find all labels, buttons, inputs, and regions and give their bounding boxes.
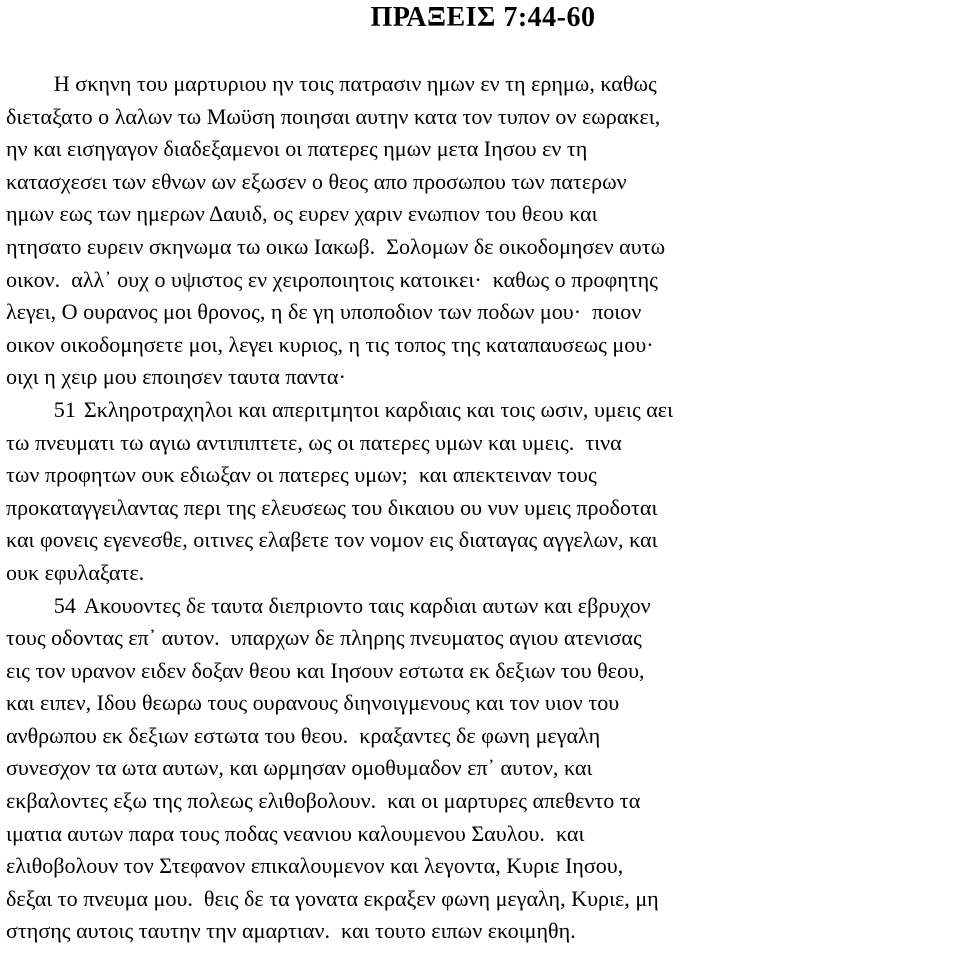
line-text: οικον οικοδομησετε μοι, λεγει κυριος, η τις τοπος της καταπαυσεως μου· xyxy=(6,331,654,357)
text-line xyxy=(6,361,956,394)
line-text: δεξαι το πνευμα μου. θεις δε τα γονατα εκραξεν φωνη μεγαλη, Κυριε, μη xyxy=(6,885,659,911)
line-text: Ακουοντες δε ταυτα διεπριοντο ταις καρδιαι αυτων και εβρυχον xyxy=(83,592,651,618)
line-text: τους οδοντας επ᾽ αυτον. υπαρχων δε πληρης πνευματος αγιου ατενισας xyxy=(6,625,642,651)
text-line xyxy=(6,687,956,720)
verse-number: 54 xyxy=(53,592,76,618)
text-line xyxy=(6,883,956,916)
line-text: ανθρωπου εκ δεξιων εστωτα του θεου. κραξαντες δε φωνη μεγαλη xyxy=(6,722,601,748)
text-line xyxy=(6,329,956,362)
text-line xyxy=(6,720,956,753)
text-line xyxy=(6,590,956,623)
line-text: στησης αυτοις ταυτην την αμαρτιαν. και τουτο ειπων εκοιμηθη. xyxy=(6,918,576,944)
line-text: ουκ εφυλαξατε. xyxy=(6,559,145,585)
line-text: ην και εισηγαγον διαδεξαμενοι οι πατερες ημων μετα Ιησου εν τη xyxy=(6,136,588,162)
text-line xyxy=(6,166,956,199)
text-line xyxy=(6,752,956,785)
line-text: τω πνευματι τω αγιω αντιπιπτετε, ως οι πατερες υμων και υμεις. τινα xyxy=(6,429,622,455)
line-text: και ειπεν, Ιδου θεωρω τους ουρανους διηνοιγμενους και τον υιον του xyxy=(6,690,620,716)
passage-body xyxy=(6,68,960,948)
text-line xyxy=(6,296,956,329)
line-text: Η σκηνη του μαρτυριου ην τοις πατρασιν ημων εν τη ερημω, καθως xyxy=(53,71,657,96)
text-line xyxy=(6,459,956,492)
text-line xyxy=(6,264,956,297)
line-text: ημων εως των ημερων Δαυιδ, ος ευρεν χαριν ενωπιον του θεου και xyxy=(6,201,598,227)
text-line xyxy=(6,785,956,818)
text-line xyxy=(6,524,956,557)
line-text: οικον. αλλ᾽ ουχ ο υψιστος εν χειροποιητοις κατοικει· καθως ο προφητης xyxy=(6,266,658,292)
line-text: Σκληροτραχηλοι και απεριτμητοι καρδιαις και τοις ωσιν, υμεις αει xyxy=(83,396,674,422)
line-text: και φονεις εγενεσθε, οιτινες ελαβετε τον νομον εις διαταγας αγγελων, και xyxy=(6,527,658,553)
line-text: κατασχεσει των εθνων ων εξωσεν ο θεος απο προσωπου των πατερων xyxy=(6,168,627,194)
line-text: ελιθοβολουν τον Στεφανον επικαλουμενον και λεγοντα, Κυριε Ιησου, xyxy=(6,853,624,879)
text-line xyxy=(6,394,956,427)
line-text: συνεσχον τα ωτα αυτων, και ωρμησαν ομοθυμαδον επ᾽ αυτον, και xyxy=(6,755,593,781)
text-line xyxy=(6,427,956,460)
text-line xyxy=(6,557,956,590)
text-line xyxy=(6,133,956,166)
text-line xyxy=(6,850,956,883)
line-text: εις τον υρανον ειδεν δοξαν θεου και Ιησουν εστωτα εκ δεξιων του θεου, xyxy=(6,657,645,683)
page-title: ΠΡΑΞΕΙΣ 7:44-60 xyxy=(370,2,596,33)
line-text: των προφητων ουκ εδιωξαν οι πατερες υμων; και απεκτειναν τους xyxy=(6,462,597,488)
text-line xyxy=(6,68,956,101)
line-text: διεταξατο ο λαλων τω Μωϋση ποιησαι αυτην κατα τον τυπον ον εωρακει, xyxy=(6,103,661,129)
text-line xyxy=(6,655,956,688)
text-line xyxy=(6,915,956,948)
line-text: ητησατο ευρειν σκηνωμα τω οικω Ιακωβ. Σολομων δε οικοδομησεν αυτω xyxy=(6,233,666,259)
text-line xyxy=(6,492,956,525)
line-text: λεγει, Ο ουρανος μοι θρονος, η δε γη υποποδιον των ποδων μου· ποιον xyxy=(6,299,642,325)
text-line xyxy=(6,622,956,655)
text-line xyxy=(6,231,956,264)
line-text: ιματια αυτων παρα τους ποδας νεανιου καλουμενου Σαυλου. και xyxy=(6,820,585,846)
text-line xyxy=(6,101,956,134)
text-line xyxy=(6,818,956,851)
line-text: προκαταγγειλαντας περι της ελευσεως του δικαιου ου νυν υμεις προδοται xyxy=(6,494,658,520)
text-line xyxy=(6,198,956,231)
verse-number: 51 xyxy=(53,396,76,422)
line-text: εκβαλοντες εξω της πολεως ελιθοβολουν. και οι μαρτυρες απεθεντο τα xyxy=(6,788,641,814)
line-text: οιχι η χειρ μου εποιησεν ταυτα παντα· xyxy=(6,364,346,390)
